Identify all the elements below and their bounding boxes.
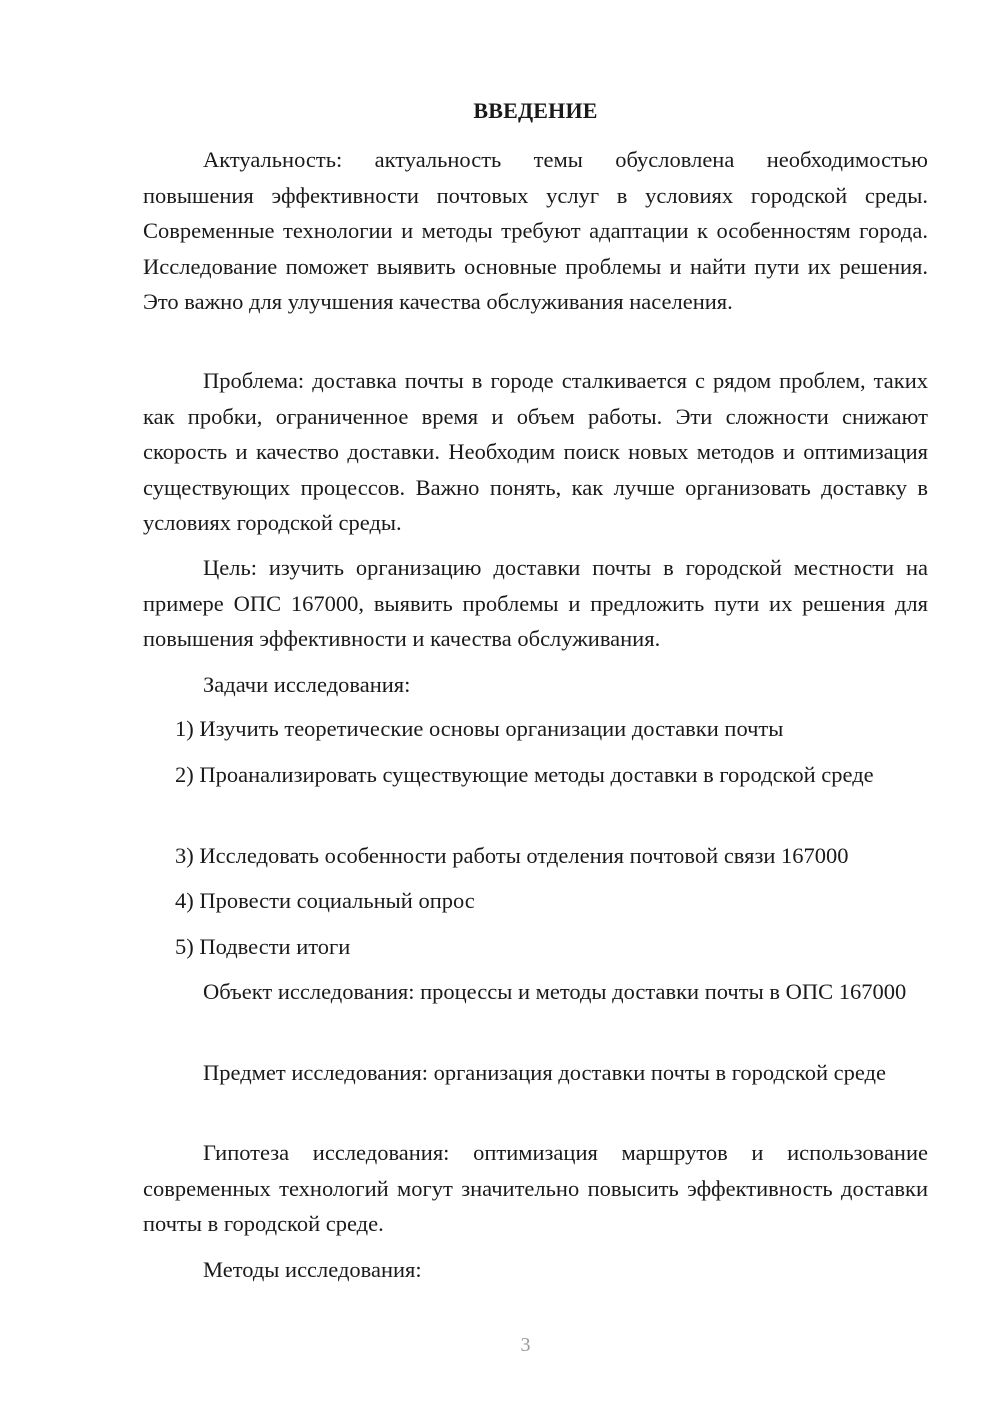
object-paragraph: Объект исследования: процессы и методы доставки почты в ОПС 167000 (203, 979, 907, 1004)
subject-paragraph: Предмет исследования: организация доставки почты в городской среде (203, 1060, 886, 1085)
page-number: 3 (520, 1334, 531, 1356)
task-item-4: 4) Провести социальный опрос (175, 888, 475, 913)
tasks-heading: Задачи исследования: (203, 672, 411, 697)
task-item-5: 5) Подвести итоги (175, 934, 351, 959)
section-title: ВВЕДЕНИЕ (473, 98, 598, 123)
task-item-2: 2) Проанализировать существующие методы доставки в городской среде (175, 762, 874, 787)
document-page (143, 0, 928, 1414)
hypothesis-paragraph: Гипотеза исследования: оптимизация маршрутов и использование современных технологий могут значительно повысить эффективность доставки почты в городской среде. (143, 1140, 928, 1236)
relevance-paragraph: Актуальность: актуальность темы обусловлена необходимостью повышения эффективности почтовых услуг в условиях городской среды. Современные технологии и методы требуют адаптации к особенностям города. Исследование поможет выявить основные проблемы и найти пути их решения. Это важно для улучшения качества обслуживания населения. (143, 147, 928, 314)
methods-heading: Методы исследования: (203, 1257, 422, 1282)
problem-paragraph: Проблема: доставка почты в городе сталкивается с рядом проблем, таких как пробки, ограниченное время и объем работы. Эти сложности снижают скорость и качество доставки. Необходим поиск новых методов и оптимизация существующих процессов. Важно понять, как лучше организовать доставку в условиях городской среды. (143, 368, 928, 535)
goal-paragraph: Цель: изучить организацию доставки почты в городской местности на примере ОПС 167000, выявить проблемы и предложить пути их решения для повышения эффективности и качества обслуживания. (143, 555, 928, 651)
task-item-1: 1) Изучить теоретические основы организации доставки почты (175, 716, 784, 741)
task-item-3: 3) Исследовать особенности работы отделения почтовой связи 167000 (175, 843, 849, 868)
